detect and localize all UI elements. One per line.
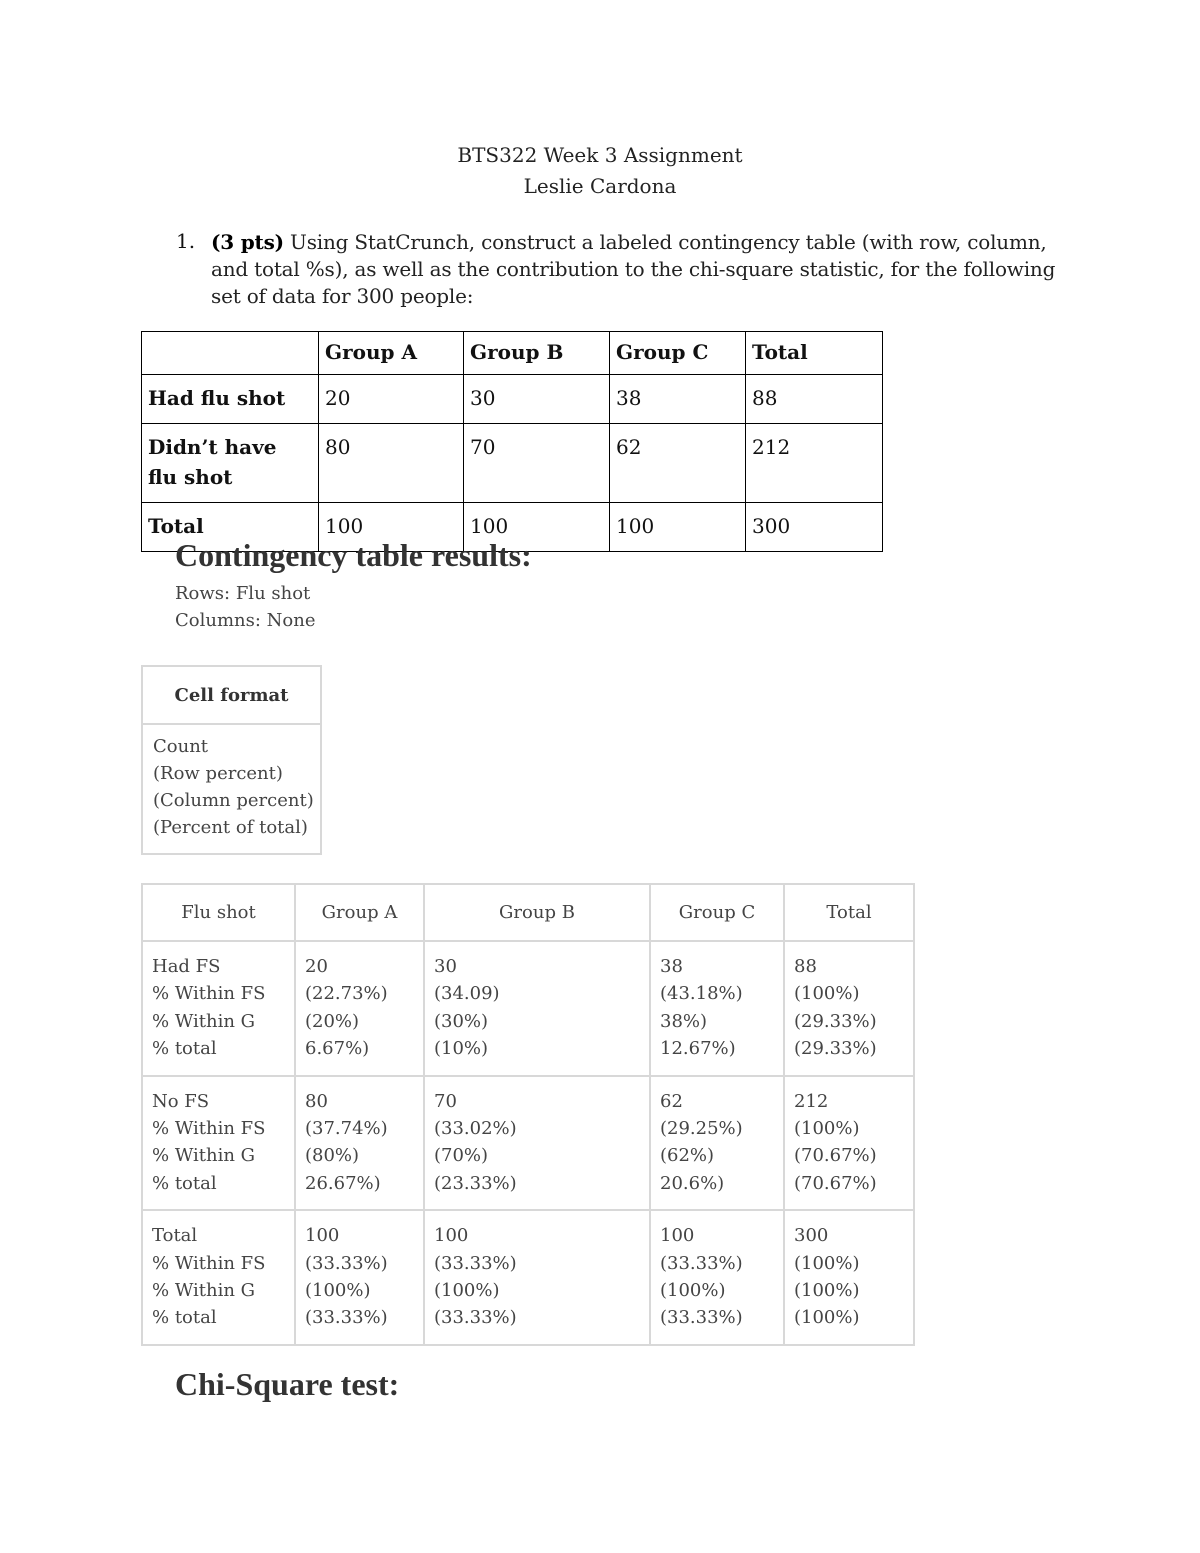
cell-line: No FS xyxy=(152,1090,210,1112)
table-cell: 88 xyxy=(746,375,883,424)
cell-format-legend xyxy=(141,665,322,855)
results-header-row xyxy=(142,884,914,941)
table-cell: 100 xyxy=(610,503,746,552)
table-cell xyxy=(295,941,424,1076)
cell-format-header-row xyxy=(142,666,321,724)
table-row xyxy=(142,1210,914,1345)
table-cell: 70 xyxy=(464,424,610,503)
row-label: Total xyxy=(142,503,319,552)
table-cell: 30 xyxy=(464,375,610,424)
contingency-results-table xyxy=(141,883,915,1346)
table-cell xyxy=(650,1210,784,1345)
cell-line: (100%) xyxy=(794,1252,860,1274)
cell-line: % Within G xyxy=(152,1145,256,1167)
flu-shot-data-table xyxy=(141,331,883,552)
cell-line: Had FS xyxy=(152,956,221,977)
results-heading: Contingency table results: xyxy=(175,537,532,573)
cell-line: (80%) xyxy=(305,1145,360,1167)
table-row xyxy=(142,424,883,503)
cell-format-title: Cell format xyxy=(142,666,321,724)
table-cell xyxy=(784,1076,914,1211)
cell-line: % total xyxy=(152,1172,217,1194)
cell-line: 26.67%) xyxy=(305,1172,381,1194)
cell-line: (33.33%) xyxy=(434,1252,517,1274)
results-header-cell: Group B xyxy=(424,884,650,941)
cell-format-line: (Row percent) xyxy=(153,763,283,784)
cell-line: 212 xyxy=(794,1090,829,1112)
table-cell xyxy=(424,1210,650,1345)
table-cell: 100 xyxy=(464,503,610,552)
cell-line: (34.09) xyxy=(434,983,500,1005)
cell-line: (30%) xyxy=(434,1010,489,1032)
table-row xyxy=(142,1076,914,1211)
cell-format-line: (Column percent) xyxy=(153,790,314,811)
results-header-cell: Group C xyxy=(650,884,784,941)
cell-line: 80 xyxy=(305,1090,328,1112)
cell-line: % Within G xyxy=(152,1010,256,1032)
cell-line: 30 xyxy=(434,956,457,977)
table-cell xyxy=(784,1210,914,1345)
table-cell xyxy=(650,1076,784,1211)
cell-line: (33.33%) xyxy=(660,1307,743,1329)
cell-line: (33.02%) xyxy=(434,1118,517,1140)
table-header-cell xyxy=(142,332,319,375)
row-label-cell xyxy=(142,941,295,1076)
cell-line: (70.67%) xyxy=(794,1145,877,1167)
cell-format-line: Count xyxy=(153,736,209,757)
row-label-cell xyxy=(142,1210,295,1345)
cell-line: (100%) xyxy=(794,983,860,1005)
cell-line: (43.18%) xyxy=(660,983,743,1005)
cell-format-line: (Percent of total) xyxy=(153,817,308,838)
table-header-cell: Group A xyxy=(319,332,464,375)
cell-line: 62 xyxy=(660,1090,683,1112)
cell-line: (100%) xyxy=(794,1280,860,1302)
table-cell xyxy=(295,1210,424,1345)
results-header-cell: Group A xyxy=(295,884,424,941)
table-cell: 80 xyxy=(319,424,464,503)
cell-line: (100%) xyxy=(305,1280,371,1302)
table-header-cell: Group B xyxy=(464,332,610,375)
cell-line: (33.33%) xyxy=(434,1307,517,1329)
row-label: Had flu shot xyxy=(142,375,319,424)
cell-line: (33.33%) xyxy=(305,1252,388,1274)
cell-line: (100%) xyxy=(660,1280,726,1302)
chi-square-heading: Chi-Square test: xyxy=(175,1366,400,1402)
table-cell: 38 xyxy=(610,375,746,424)
table-cell xyxy=(650,941,784,1076)
table-cell xyxy=(424,1076,650,1211)
cell-line: (33.33%) xyxy=(305,1307,388,1329)
question-text xyxy=(211,229,1061,310)
question-points: (3 pts) xyxy=(211,230,284,254)
document-author: Leslie Cardona xyxy=(523,174,677,198)
cell-line: (29.33%) xyxy=(794,1010,877,1032)
cell-line: % Within FS xyxy=(152,983,266,1005)
table-cell: 300 xyxy=(746,503,883,552)
table-cell: 62 xyxy=(610,424,746,503)
cell-line: % total xyxy=(152,1307,217,1329)
cell-line: % total xyxy=(152,1038,217,1060)
table-cell xyxy=(424,941,650,1076)
columns-label: Columns: None xyxy=(175,610,316,631)
cell-line: (29.25%) xyxy=(660,1118,743,1140)
cell-line: (29.33%) xyxy=(794,1038,877,1060)
rows-label: Rows: Flu shot xyxy=(175,583,311,604)
cell-line: 38 xyxy=(660,956,683,977)
cell-line: 6.67%) xyxy=(305,1038,370,1060)
cell-line: 88 xyxy=(794,956,817,977)
cell-line: (62%) xyxy=(660,1145,715,1167)
table-cell: 100 xyxy=(319,503,464,552)
cell-line: (100%) xyxy=(794,1118,860,1140)
question-number: 1. xyxy=(176,229,196,253)
table-header-cell: Group C xyxy=(610,332,746,375)
row-label-cell xyxy=(142,1076,295,1211)
row-label: Didn’t have flu shot xyxy=(142,424,319,503)
cell-line: % Within FS xyxy=(152,1252,266,1274)
table-cell: 20 xyxy=(319,375,464,424)
table-row xyxy=(142,375,883,424)
cell-line: (100%) xyxy=(794,1307,860,1329)
results-header-cell: Flu shot xyxy=(142,884,295,941)
results-header-cell: Total xyxy=(784,884,914,941)
cell-line: (100%) xyxy=(434,1280,500,1302)
cell-line: 20 xyxy=(305,956,328,977)
cell-line: 300 xyxy=(794,1225,829,1247)
table-header-cell: Total xyxy=(746,332,883,375)
cell-line: (23.33%) xyxy=(434,1172,517,1194)
cell-line: 100 xyxy=(305,1225,340,1247)
cell-line: (22.73%) xyxy=(305,983,388,1005)
cell-line: (33.33%) xyxy=(660,1252,743,1274)
cell-line: 12.67%) xyxy=(660,1038,736,1060)
cell-line: (70.67%) xyxy=(794,1172,877,1194)
cell-line: Total xyxy=(152,1225,198,1247)
cell-line: (70%) xyxy=(434,1145,489,1167)
table-cell xyxy=(784,941,914,1076)
cell-line: 38%) xyxy=(660,1010,708,1032)
cell-line: 70 xyxy=(434,1090,457,1112)
cell-line: 100 xyxy=(434,1225,469,1247)
table-cell xyxy=(295,1076,424,1211)
cell-line: (10%) xyxy=(434,1038,489,1060)
table-row xyxy=(142,941,914,1076)
cell-line: 100 xyxy=(660,1225,695,1247)
cell-line: 20.6%) xyxy=(660,1172,725,1194)
cell-line: (37.74%) xyxy=(305,1118,388,1140)
cell-line: % Within G xyxy=(152,1280,256,1302)
table-cell: 212 xyxy=(746,424,883,503)
table-header-row xyxy=(142,332,883,375)
cell-line: % Within FS xyxy=(152,1118,266,1140)
cell-line: (20%) xyxy=(305,1010,360,1032)
cell-format-lines xyxy=(142,724,321,854)
cell-format-body-row xyxy=(142,724,321,854)
question-body: Using StatCrunch, construct a labeled contingency table (with row, column, and total %s), as well as the contribution to the chi-square statistic, for the following set of data for 300 people: xyxy=(211,230,1056,308)
document-title: BTS322 Week 3 Assignment xyxy=(457,143,743,167)
